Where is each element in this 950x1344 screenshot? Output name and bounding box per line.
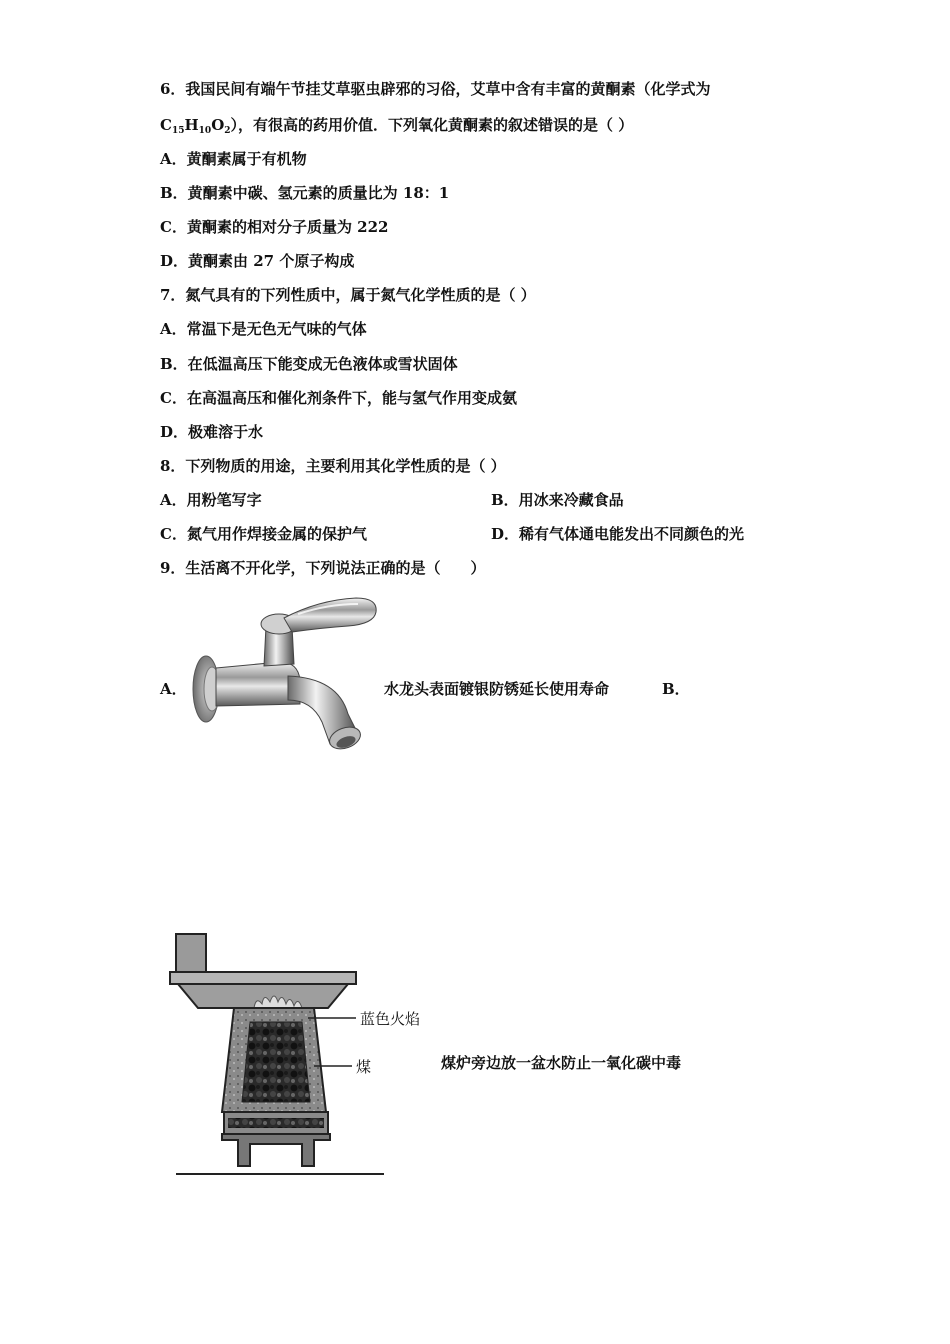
q9-stem: 9．生活离不开化学，下列说法正确的是（ ） — [160, 559, 486, 577]
q6-stem-line1: 6．我国民间有端午节挂艾草驱虫辟邪的习俗，艾草中含有丰富的黄酮素（化学式为 — [160, 80, 711, 98]
q7-option-a: A．常温下是无色无气味的气体 — [160, 320, 367, 338]
faucet-image — [188, 596, 383, 758]
formula-c-sub: 15 — [171, 126, 185, 136]
q9-option-b-label: B． — [662, 680, 690, 698]
formula-o: O — [211, 116, 225, 134]
formula-h: H — [184, 116, 199, 134]
formula-c: C — [160, 116, 172, 134]
q6-option-d: D．黄酮素由 27 个原子构成 — [160, 252, 355, 270]
q6-stem-line2 — [160, 115, 633, 141]
q6-stem-rest: ），有很高的药用价值．下列氧化黄酮素的叙述错误的是（ ） — [230, 116, 634, 134]
q8-option-c: C．氮气用作焊接金属的保护气 — [160, 525, 367, 543]
stove-label-coal: 煤 — [356, 1058, 372, 1076]
q6-option-a: A．黄酮素属于有机物 — [160, 150, 307, 168]
q9-option-a-label: A． — [160, 680, 187, 698]
q8-option-b: B．用冰来冷藏食品 — [491, 491, 624, 509]
q9-option-b-text: 煤炉旁边放一盆水防止一氧化碳中毒 — [441, 1054, 682, 1072]
q8-option-d: D．稀有气体通电能发出不同颜色的光 — [491, 525, 745, 543]
q8-option-a: A．用粉笔写字 — [160, 491, 262, 509]
q7-option-d: D．极难溶于水 — [160, 423, 264, 441]
q7-option-c: C．在高温高压和催化剂条件下，能与氢气作用变成氨 — [160, 389, 517, 407]
q7-option-b: B．在低温高压下能变成无色液体或雪状固体 — [160, 355, 458, 373]
q6-option-c: C．黄酮素的相对分子质量为 222 — [160, 218, 389, 236]
formula-h-sub: 10 — [198, 126, 212, 136]
formula-o-sub: 2 — [224, 126, 231, 136]
coal-stove-image — [164, 930, 454, 1178]
q9-option-a-text: 水龙头表面镀银防锈延长使用寿命 — [384, 680, 610, 698]
q8-stem: 8．下列物质的用途，主要利用其化学性质的是（ ） — [160, 457, 506, 475]
stove-label-flame: 蓝色火焰 — [360, 1010, 421, 1028]
q7-stem: 7．氮气具有的下列性质中，属于氮气化学性质的是（ ） — [160, 286, 536, 304]
q6-option-b: B．黄酮素中碳、氢元素的质量比为 18：1 — [160, 184, 450, 202]
